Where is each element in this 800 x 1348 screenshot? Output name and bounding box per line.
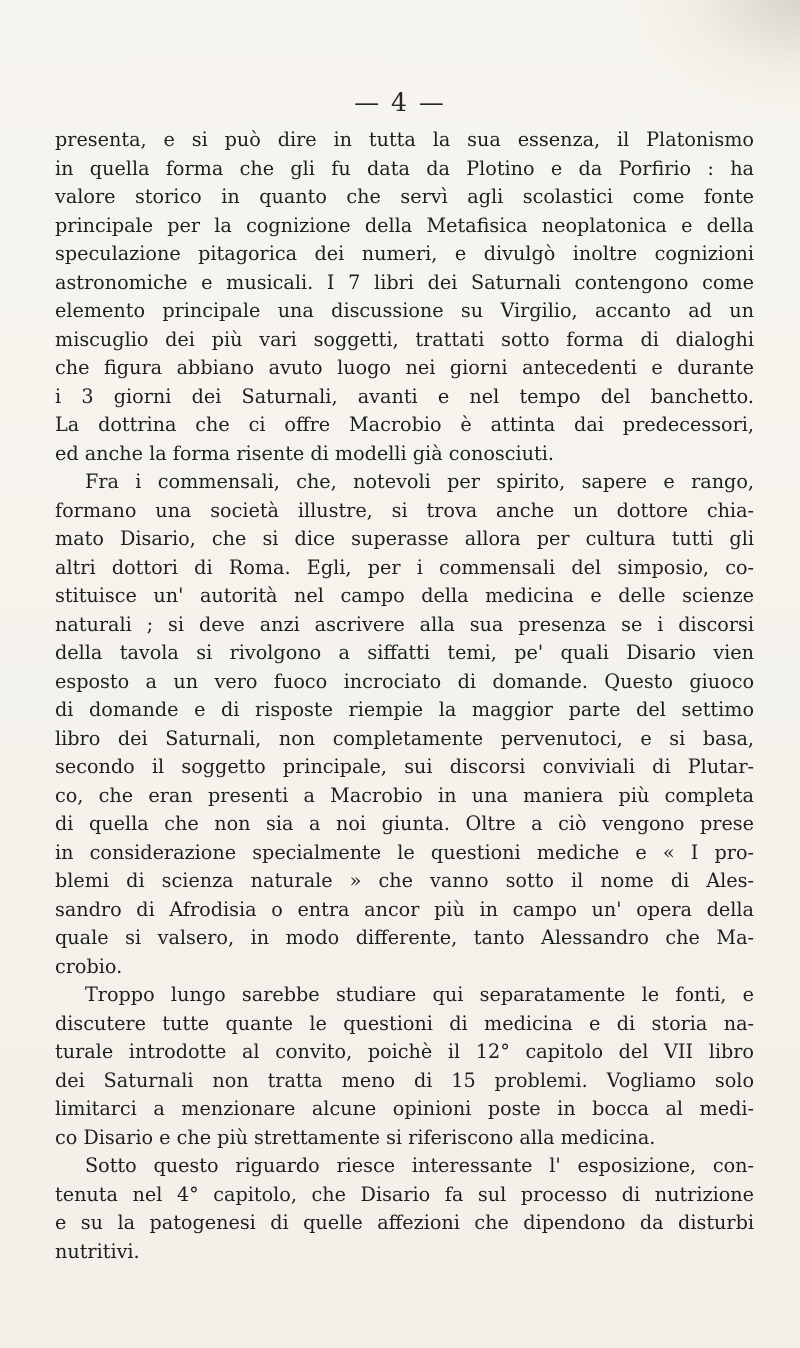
text-line: di domande e di risposte riempie la maggior parte del settimo (55, 698, 754, 721)
text-line: in quella forma che gli fu data da Plotino e da Porfirio : ha (55, 156, 754, 180)
paragraph-2 (55, 468, 754, 981)
paragraph-1 (55, 126, 754, 468)
text-line: Fra i commensali, che, notevoli per spirito, sapere e rango, (85, 470, 754, 493)
text-line: Sotto questo riguardo riesce interessante l' esposizione, con- (85, 1154, 754, 1177)
text-line: formano una società illustre, si trova anche un dottore chia- (55, 498, 754, 522)
text-line: di quella che non sia a noi giunta. Oltre a ciò vengono prese (55, 812, 754, 835)
text-line: elemento principale una discussione su Virgilio, accanto ad un (55, 299, 754, 322)
text-line: principale per la cognizione della Metafisica neoplatonica e della (55, 213, 754, 237)
text-line: in considerazione specialmente le questioni mediche e « I pro- (55, 840, 754, 864)
text-line: sandro di Afrodisia o entra ancor più in campo un' opera della (55, 897, 754, 921)
text-line: presenta, e si può dire in tutta la sua essenza, il Platonismo (55, 128, 754, 151)
text-line: tenuta nel 4° capitolo, che Disario fa sul processo di nutrizione (55, 1182, 754, 1206)
text-line: esposto a un vero fuoco incrociato di domande. Questo giuoco (55, 669, 754, 693)
page-number: — 4 — (354, 88, 446, 117)
text-line: co Disario e che più strettamente si riferiscono alla medicina. (55, 1125, 656, 1149)
text-line: libro dei Saturnali, non completamente pervenutoci, e si basa, (55, 726, 754, 750)
text-line: speculazione pitagorica dei numeri, e divulgò inoltre cognizioni (55, 242, 754, 265)
text-line: naturali ; si deve anzi ascrivere alla sua presenza se i discorsi (55, 612, 754, 636)
text-line: limitarci a menzionare alcune opinioni poste in bocca al medi- (55, 1097, 754, 1120)
text-line: che figura abbiano avuto luogo nei giorni antecedenti e durante (55, 356, 754, 379)
text-line: della tavola si rivolgono a siffatti temi, pe' quali Disario vien (55, 641, 754, 664)
text-line: blemi di scienza naturale » che vanno sotto il nome di Ales- (55, 869, 754, 892)
text-line: turale introdotte al convito, poichè il 12° capitolo del VII libro (55, 1040, 754, 1063)
text-line: altri dottori di Roma. Egli, per i commensali del simposio, co- (55, 555, 754, 579)
paragraph-3 (55, 981, 754, 1152)
text-line: La dottrina che ci offre Macrobio è attinta dai predecessori, (55, 413, 754, 436)
text-line: quale si valsero, in modo differente, tanto Alessandro che Ma- (55, 926, 754, 949)
text-line: Troppo lungo sarebbe studiare qui separatamente le fonti, e (85, 983, 754, 1006)
paragraph-4 (55, 1152, 754, 1266)
text-line: valore storico in quanto che servì agli scolastici come fonte (55, 185, 754, 208)
text-line: ed anche la forma risente di modelli già conosciuti. (55, 441, 554, 465)
text-line: astronomiche e musicali. I 7 libri dei Saturnali contengono come (55, 270, 754, 294)
text-line: co, che eran presenti a Macrobio in una maniera più completa (55, 783, 754, 807)
text-line: discutere tutte quante le questioni di medicina e di storia na- (55, 1011, 754, 1035)
text-line: miscuglio dei più vari soggetti, trattati sotto forma di dialoghi (55, 327, 754, 351)
text-line: stituisce un' autorità nel campo della medicina e delle scienze (55, 584, 754, 607)
body-text (55, 126, 754, 1266)
text-line: dei Saturnali non tratta meno di 15 problemi. Vogliamo solo (55, 1068, 754, 1092)
text-line: crobio. (55, 954, 123, 978)
text-line: nutritivi. (55, 1239, 140, 1263)
text-line: e su la patogenesi di quelle affezioni che dipendono da disturbi (55, 1211, 754, 1234)
text-line: i 3 giorni dei Saturnali, avanti e nel tempo del banchetto. (55, 384, 754, 408)
text-line: mato Disario, che si dice superasse allora per cultura tutti gli (55, 527, 754, 550)
text-line: secondo il soggetto principale, sui discorsi conviviali di Plutar- (55, 755, 754, 778)
